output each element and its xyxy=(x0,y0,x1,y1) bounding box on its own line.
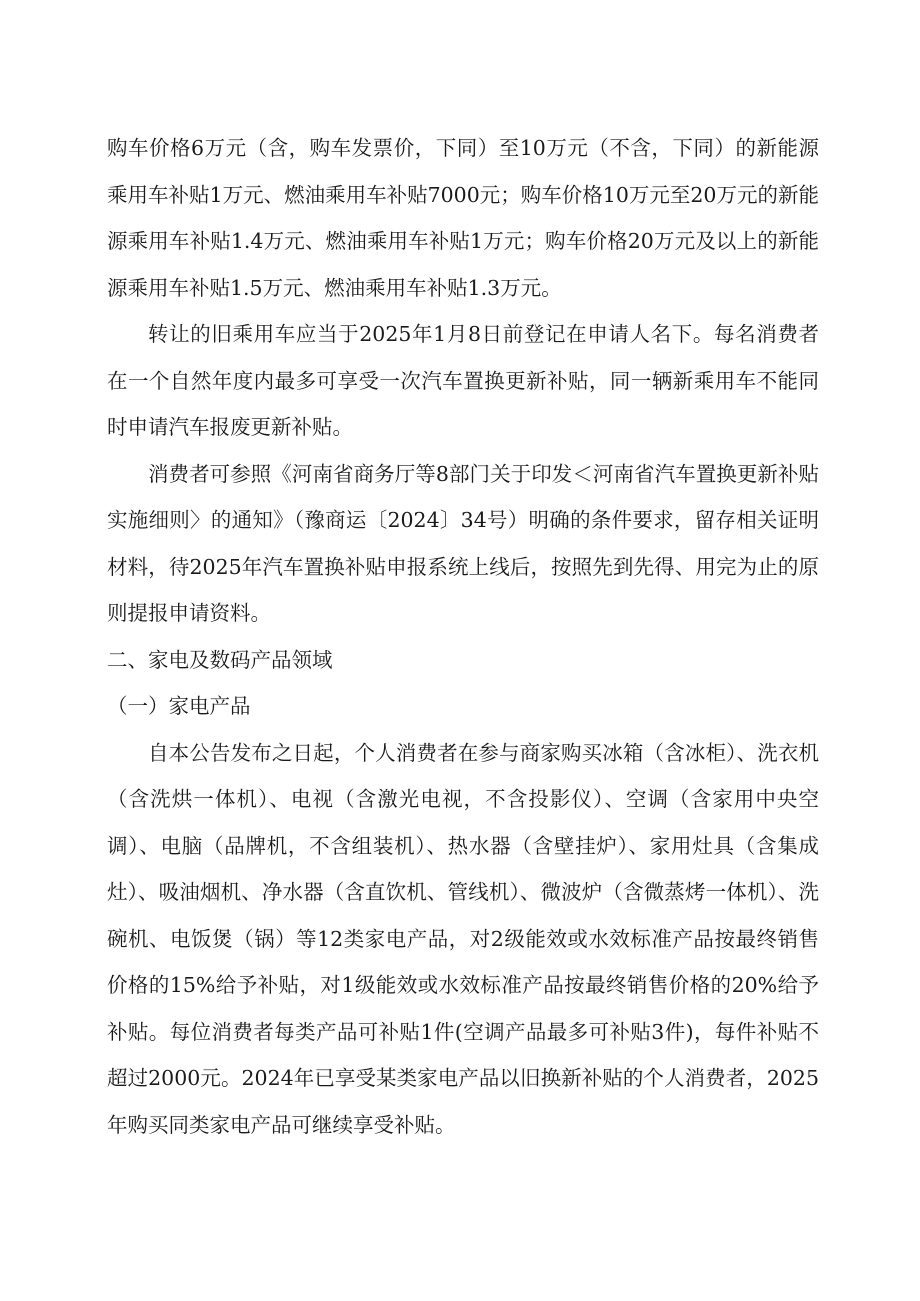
document-body xyxy=(107,125,819,1148)
paragraph-appliance-subsidy: 自本公告发布之日起，个人消费者在参与商家购买冰箱（含冰柜）、洗衣机（含洗烘一体机）、电视（含激光电视，不含投影仪）、空调（含家用中央空调）、电脑（品牌机，不含组装机）、热水器（含壁挂炉）、家用灶具（含集成灶）、吸油烟机、净水器（含直饮机、管线机）、微波炉（含微蒸烤一体机）、洗碗机、电饭煲（锅）等12类家电产品，对2级能效或水效标准产品按最终销售价格的15%给予补贴，对1级能效或水效标准产品按最终销售价格的20%给予补贴。每位消费者每类产品可补贴1件(空调产品最多可补贴3件)，每件补贴不超过2000元。2024年已享受某类家电产品以旧换新补贴的个人消费者，2025年购买同类家电产品可继续享受补贴。 xyxy=(107,740,819,1137)
paragraph-consumer-reference: 消费者可参照《河南省商务厅等8部门关于印发＜河南省汽车置换更新补贴实施细则〉的通知》（豫商运〔2024〕34号）明确的条件要求，留存相关证明材料，待2025年汽车置换补贴申报系统上线后，按照先到先得、用完为止的原则提报申请资料。 xyxy=(107,461,819,625)
paragraph-car-price-tiers: 购车价格6万元（含，购车发票价，下同）至10万元（不含，下同）的新能源乘用车补贴1万元、燃油乘用车补贴7000元；购车价格10万元至20万元的新能源乘用车补贴1.4万元、燃油乘用车补贴1万元；购车价格20万元及以上的新能源乘用车补贴1.5万元、燃油乘用车补贴1.3万元。 xyxy=(107,136,819,300)
paragraph-old-car-registration: 转让的旧乘用车应当于2025年1月8日前登记在申请人名下。每名消费者在一个自然年度内最多可享受一次汽车置换更新补贴，同一辆新乘用车不能同时申请汽车报废更新补贴。 xyxy=(107,322,819,439)
section-heading: 二、家电及数码产品领域 xyxy=(107,647,333,672)
subsection-heading: （一）家电产品 xyxy=(107,694,251,718)
